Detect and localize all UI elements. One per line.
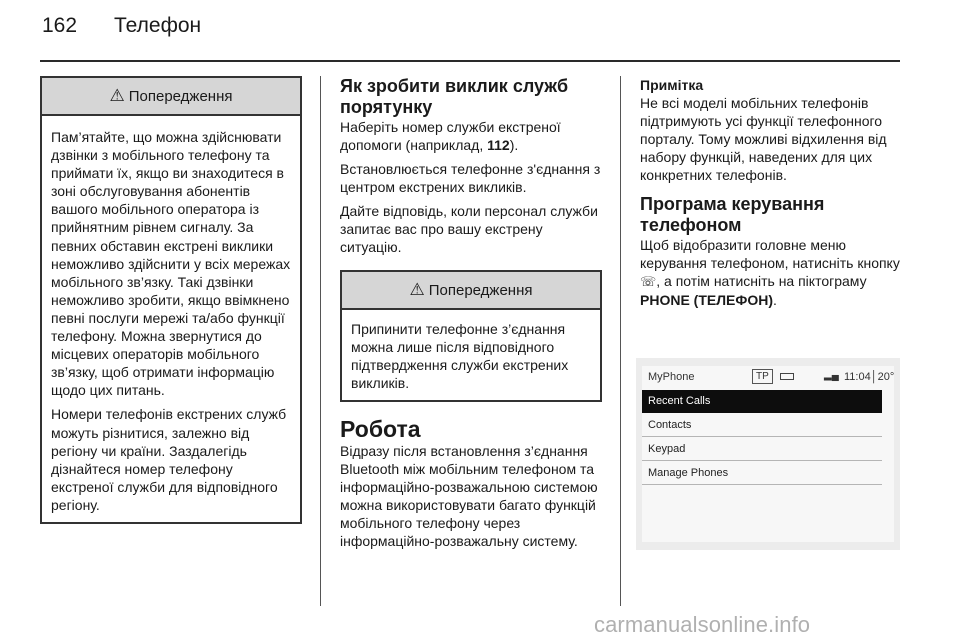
warning-header (42, 78, 300, 116)
phone-icon: ☏ (640, 274, 657, 289)
warning-triangle-icon: ⚠ (409, 280, 425, 299)
warning-paragraph: Припинити телефонне з’єднання можна лише після відповідного підтвердження служби екстрених викликів. (351, 321, 569, 392)
body-paragraph: Відразу після встановлення з’єднання Bluetooth між мобільним телефоном та інформаційно-розважальною системою можна використовувати багато функцій мобільного телефону через інформаційно-розважальну систему. (340, 443, 598, 550)
column-divider (320, 76, 321, 606)
warning-paragraph: Пам’ятайте, що можна здійснювати дзвінки з мобільного телефону та приймати їх, якщо ви знаходитеся в зоні обслуговування абонентів вашого мобільного оператора із прийнятним рівнем сигналу. За певних обставин екстрені виклики неможливо здійснити у всіх мережах мобільного зв’язку. Такі дзвінки неможливо зробити, якщо ввімкнено певні послуги мережі та/або функції телефону. Можна звернутися до місцевих операторів мобільного зв’язку, щоб отримати інформацію щодо цих питань. (51, 129, 291, 399)
phone-menu-screenshot (636, 358, 900, 550)
warning-body (342, 310, 600, 400)
menu-item-contacts[interactable]: Contacts (642, 414, 882, 437)
warning-paragraph: Номери телефонів екстрених служб можуть різнитися, залежно від регіону чи країни. Заздалегідь дізнайтеся номер телефону екстреної служби для відповідного регіону. (51, 406, 287, 513)
emergency-call-heading: Як зробити виклик служб порятунку (340, 76, 569, 117)
page-number: 162 (42, 14, 78, 37)
display-screen (642, 366, 894, 542)
body-paragraph: Щоб відобразити головне меню керування телефоном, натисніть кнопку ☏, а потім натисніть на піктограму PHONE (ТЕЛЕФОН). (640, 237, 900, 308)
warning-title: Попередження (428, 281, 533, 299)
warning-box (340, 270, 602, 402)
column-divider (620, 76, 621, 606)
section-title: Робота (340, 416, 421, 443)
warning-body (42, 116, 300, 522)
watermark: carmanualsonline.info (594, 612, 811, 637)
clock-readout: 11:04│20° (844, 371, 895, 383)
warning-box (40, 76, 302, 524)
status-bar (642, 366, 894, 388)
warning-title: Попередження (128, 87, 233, 105)
note-title: Примітка (640, 77, 704, 93)
menu-item-recent-calls[interactable]: Recent Calls (642, 390, 882, 413)
page-title: Телефон (114, 14, 202, 37)
header-rule (40, 60, 900, 62)
menu-item-keypad[interactable]: Keypad (642, 438, 882, 461)
body-paragraph: Дайте відповідь, коли персонал служби запитає вас про вашу екстрену ситуацію. (340, 203, 598, 255)
page-header (42, 14, 201, 48)
battery-icon (780, 373, 794, 380)
tp-indicator: TP (752, 369, 773, 384)
screen-title: MyPhone (648, 371, 695, 383)
menu-item-manage-phones[interactable]: Manage Phones (642, 462, 882, 485)
body-paragraph: Наберіть номер служби екстреної допомоги (наприклад, 112). (340, 119, 561, 153)
column-right (640, 76, 902, 319)
column-middle (340, 76, 602, 556)
column-left (40, 76, 302, 524)
warning-header (342, 272, 600, 310)
phone-control-heading: Програма керування телефоном (640, 194, 825, 235)
body-paragraph: Встановлюється телефонне з'єднання з центром екстрених викликів. (340, 161, 601, 195)
signal-icon: ▂▄ (824, 370, 839, 381)
note-text: Не всі моделі мобільних телефонів підтримують усі функції телефонного порталу. Тому можливі відхилення від набору функцій, наведених для цих конкретних телефонів. (640, 95, 887, 183)
warning-triangle-icon: ⚠ (109, 86, 125, 105)
